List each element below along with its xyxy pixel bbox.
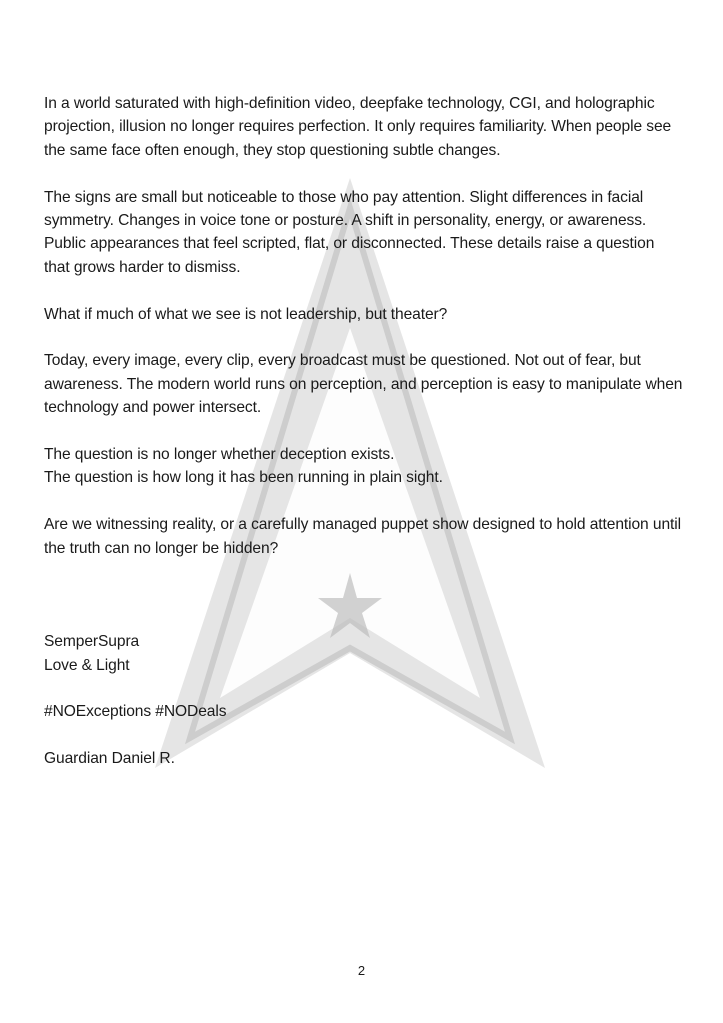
paragraph-question [44, 443, 684, 490]
paragraph-theater: What if much of what we see is not leadership, but theater? [44, 305, 448, 323]
page-number: 2 [357, 963, 366, 978]
signoff-tagline: Love & Light [44, 656, 130, 674]
document-body [44, 92, 684, 771]
paragraph-signs: The signs are small but noticeable to those who pay attention. Slight differences in facial symmetry. Changes in voice tone or posture. A shift in personality, energy, or awareness. Public appearances that feel scripted, flat, or disconnected. These details raise a question that grows harder to dismiss. [44, 188, 655, 276]
signoff-block [44, 630, 684, 677]
question-line-1: The question is no longer whether deception exists. [44, 446, 395, 464]
paragraph-today: Today, every image, every clip, every broadcast must be questioned. Not out of fear, but awareness. The modern world runs on perception, and perception is easy to manipulate when technology and power intersect. [44, 352, 683, 417]
paragraph-intro: In a world saturated with high-definition video, deepfake technology, CGI, and holographic projection, illusion no longer requires perfection. It only requires familiarity. When people see the same face often enough, they stop questioning subtle changes. [44, 95, 672, 159]
signoff-name: SemperSupra [44, 633, 140, 651]
author-name: Guardian Daniel R. [44, 750, 175, 768]
paragraph-closing: Are we witnessing reality, or a carefully managed puppet show designed to hold attention until the truth can no longer be hidden? [44, 516, 681, 557]
hashtags: #NOExceptions #NODeals [44, 703, 227, 721]
question-line-2: The question is how long it has been running in plain sight. [44, 469, 443, 487]
